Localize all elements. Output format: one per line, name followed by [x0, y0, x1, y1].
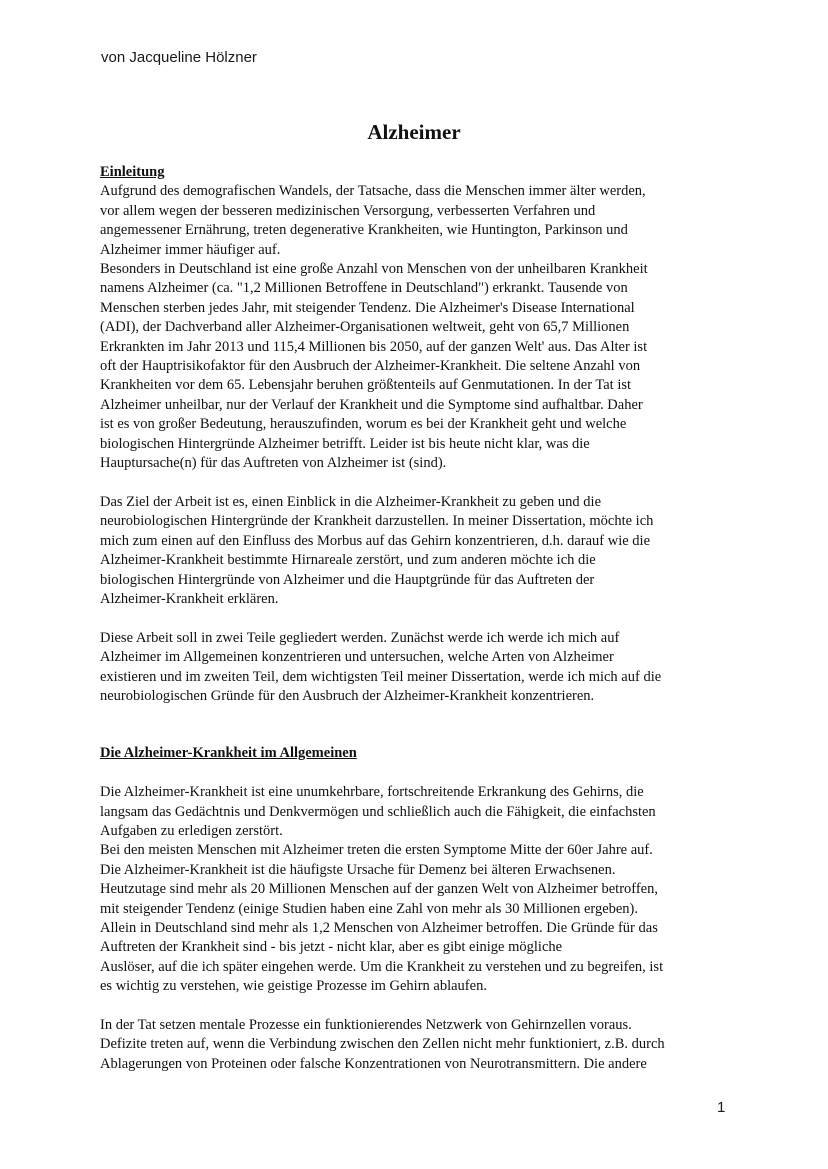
text-line: Auslöser, auf die ich später eingehen werde. Um die Krankheit zu verstehen und zu begreifen, ist: [100, 958, 664, 975]
text-line: In der Tat setzen mentale Prozesse ein funktionierendes Netzwerk von Gehirnzellen voraus.: [100, 1017, 632, 1033]
text-line: Die Alzheimer-Krankheit ist die häufigste Ursache für Demenz bei älteren Erwachsenen.: [100, 861, 616, 878]
text-line: Aufgrund des demografischen Wandels, der Tatsache, dass die Menschen immer älter werden,: [100, 183, 646, 200]
text-line: biologischen Hintergründe Alzheimer betrifft. Leider ist bis heute nicht klar, was die: [100, 435, 590, 452]
text-line: Alzheimer-Krankheit bestimmte Hirnareale zerstört, und zum anderen möchte ich die: [100, 552, 596, 569]
text-line: Heutzutage sind mehr als 20 Millionen Menschen auf der ganzen Welt von Alzheimer betroffen,: [100, 881, 658, 898]
text-line: namens Alzheimer (ca. "1,2 Millionen Betroffene in Deutschland") erkrankt. Tausende von: [100, 280, 628, 297]
section-einleitung: [100, 163, 740, 706]
paragraph: [100, 629, 740, 707]
text-line: neurobiologischen Hintergründe der Krankheit darzustellen. In meiner Dissertation, möchte ich: [100, 513, 654, 530]
paragraph-spacer: [100, 609, 740, 628]
paragraph-spacer: [100, 474, 740, 493]
paragraph: [100, 1016, 740, 1074]
text-line: angemessener Ernährung, treten degenerative Krankheiten, wie Huntington, Parkinson und: [100, 222, 628, 239]
text-line: Alzheimer-Krankheit erklären.: [100, 590, 279, 607]
text-line: vor allem wegen der besseren medizinischen Versorgung, verbesserten Verfahren und: [100, 202, 596, 219]
text-line: Die Alzheimer-Krankheit ist eine unumkehrbare, fortschreitende Erkrankung des Gehirns, die: [100, 784, 644, 801]
paragraph-spacer: [100, 764, 740, 783]
section-spacer: [100, 706, 740, 744]
document-body: [100, 163, 740, 1074]
text-line: Allein in Deutschland sind mehr als 1,2 Menschen von Alzheimer betroffen. Die Gründe für das: [100, 919, 658, 936]
text-line: Besonders in Deutschland ist eine große Anzahl von Menschen von der unheilbaren Krankheit: [100, 261, 648, 278]
text-line: (ADI), der Dachverband aller Alzheimer-Organisationen weltweit, geht von 65,7 Millionen: [100, 319, 630, 336]
text-line: Ablagerungen von Proteinen oder falsche Konzentrationen von Neurotransmittern. Die andere: [100, 1055, 647, 1072]
text-line: Alzheimer immer häufiger auf.: [100, 241, 281, 258]
text-line: Diese Arbeit soll in zwei Teile gegliedert werden. Zunächst werde ich werde ich mich auf: [100, 629, 620, 646]
paragraph: [100, 493, 740, 609]
paragraph: [100, 783, 740, 996]
text-line: ist es von großer Bedeutung, herauszufinden, worum es bei der Krankheit geht und welche: [100, 416, 627, 433]
paragraph-spacer: [100, 997, 740, 1016]
text-line: oft der Hauptrisikofaktor für den Ausbruch der Alzheimer-Krankheit. Die seltene Anzahl von: [100, 358, 641, 375]
text-line: Alzheimer im Allgemeinen konzentrieren und untersuchen, welche Arten von Alzheimer: [100, 649, 614, 666]
text-line: Das Ziel der Arbeit ist es, einen Einblick in die Alzheimer-Krankheit zu geben und die: [100, 493, 602, 510]
page-number: 1: [717, 1099, 726, 1116]
text-line: neurobiologischen Gründe für den Ausbruch der Alzheimer-Krankheit konzentrieren.: [100, 687, 595, 704]
section-heading: Die Alzheimer-Krankheit im Allgemeinen: [100, 745, 357, 762]
text-line: Auftreten der Krankheit sind - bis jetzt - nicht klar, aber es gibt einige mögliche: [100, 939, 563, 956]
text-line: Hauptursache(n) für das Auftreten von Alzheimer ist (sind).: [100, 455, 447, 472]
text-line: mit steigender Tendenz (einige Studien haben eine Zahl von mehr als 30 Millionen ergeben).: [100, 900, 639, 917]
text-line: langsam das Gedächtnis und Denkvermögen und schließlich auch die Fähigkeit, die einfachsten: [100, 803, 656, 820]
text-line: Menschen sterben jedes Jahr, mit steigender Tendenz. Die Alzheimer's Disease International: [100, 299, 635, 316]
text-line: Erkrankten im Jahr 2013 und 115,4 Millionen bis 2050, auf der ganzen Welt' aus. Das Alter ist: [100, 338, 648, 355]
text-line: Krankheiten vor dem 65. Lebensjahr beruhen größtenteils auf Genmutationen. In der Tat ist: [100, 377, 632, 394]
text-line: Bei den meisten Menschen mit Alzheimer treten die ersten Symptome Mitte der 60er Jahre auf.: [100, 842, 653, 859]
text-line: biologischen Hintergründe von Alzheimer und die Hauptgründe für das Auftreten der: [100, 571, 595, 588]
section-allgemeinen: [100, 744, 740, 1074]
text-line: existieren und im zweiten Teil, dem wichtigsten Teil meiner Dissertation, werde ich mich auf die: [100, 668, 662, 685]
text-line: Aufgaben zu erledigen zerstört.: [100, 822, 283, 839]
text-line: es wichtig zu verstehen, wie geistige Prozesse im Gehirn ablaufen.: [100, 978, 487, 995]
text-line: Defizite treten auf, wenn die Verbindung zwischen den Zellen nicht mehr funktioniert, z.B. durch: [100, 1036, 665, 1053]
text-line: mich zum einen auf den Einfluss des Morbus auf das Gehirn konzentrieren, d.h. darauf wie die: [100, 532, 651, 549]
paragraph: [100, 182, 740, 473]
section-heading: Einleitung: [100, 164, 165, 180]
document-title: Alzheimer: [367, 120, 461, 144]
text-line: Alzheimer unheilbar, nur der Verlauf der Krankheit und die Symptome sind aufhaltbar. Daher: [100, 396, 643, 413]
author-header: von Jacqueline Hölzner: [101, 49, 257, 66]
